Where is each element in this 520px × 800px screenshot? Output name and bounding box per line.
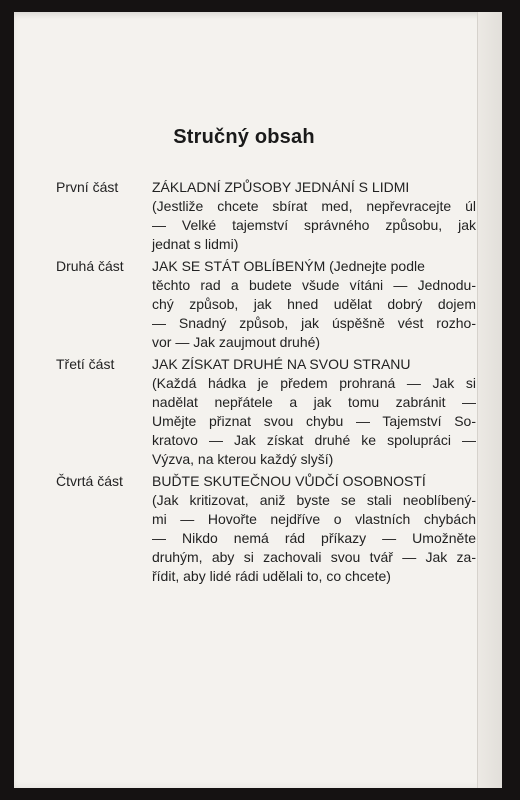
part-description-line: (Každá hádka je předem prohraná — Jak si — [152, 375, 476, 391]
part-description-line: jednat s lidmi) — [152, 236, 239, 252]
part-body — [152, 257, 476, 352]
part-description-line: (Jak kritizovat, aniž byste se stali neoblíbený- — [152, 492, 476, 508]
part-label: První část — [56, 179, 119, 195]
toc-section-1 — [56, 178, 476, 254]
part-description-line: Umějte přiznat svou chybu — Tajemství So- — [152, 413, 476, 429]
part-description-line: druhým, aby si zachovali svou tvář — Jak za- — [152, 549, 476, 565]
page-title: Stručný obsah — [173, 126, 315, 148]
part-title-line — [152, 257, 476, 276]
part-body — [152, 472, 476, 586]
toc-section-4 — [56, 472, 476, 586]
part-description-line: (Jednejte podle — [329, 258, 425, 274]
page-binding-edge — [477, 12, 502, 788]
part-description-line: — Nikdo nemá rád příkazy — Umožněte — [152, 530, 476, 546]
part-title: JAK SE STÁT OBLÍBENÝM — [152, 258, 326, 274]
toc-section-2 — [56, 257, 476, 352]
part-description-line: (Jestliže chcete sbírat med, nepřevracejte úl — [152, 198, 476, 214]
part-description-line: řídit, aby lidé rádi udělali to, co chcete) — [152, 568, 391, 584]
part-description-line: — Snadný způsob, jak úspěšně vést rozho- — [152, 315, 476, 331]
part-description-line: kratovo — Jak získat druhé ke spolupráci — — [152, 432, 476, 448]
part-description-line: Výzva, na kterou každý slyší) — [152, 451, 334, 467]
part-title: BUĎTE SKUTEČNOU VŮDČÍ OSOBNOSTÍ — [152, 473, 426, 489]
part-description-line: — Velké tajemství správného způsobu, jak — [152, 217, 476, 233]
book-page — [14, 12, 502, 788]
part-body — [152, 355, 476, 469]
part-description-line: vor — Jak zaujmout druhé) — [152, 334, 321, 350]
toc-section-3 — [56, 355, 476, 469]
part-label: Druhá část — [56, 258, 124, 274]
part-title: ZÁKLADNÍ ZPŮSOBY JEDNÁNÍ S LIDMI — [152, 179, 410, 195]
part-label: Třetí část — [56, 356, 115, 372]
part-label: Čtvrtá část — [56, 473, 123, 489]
part-description-line: těchto rad a budete všude vítáni — Jednodu- — [152, 277, 476, 293]
part-description-line: nadělat nepřátele a jak tomu zabránit — — [152, 394, 476, 410]
part-description-line: mi — Hovořte nejdříve o vlastních chybách — [152, 511, 476, 527]
part-body — [152, 178, 476, 254]
table-of-contents — [56, 178, 476, 589]
part-title: JAK ZÍSKAT DRUHÉ NA SVOU STRANU — [152, 356, 411, 372]
part-description-line: chý způsob, jak hned udělat dobrý dojem — [152, 296, 476, 312]
